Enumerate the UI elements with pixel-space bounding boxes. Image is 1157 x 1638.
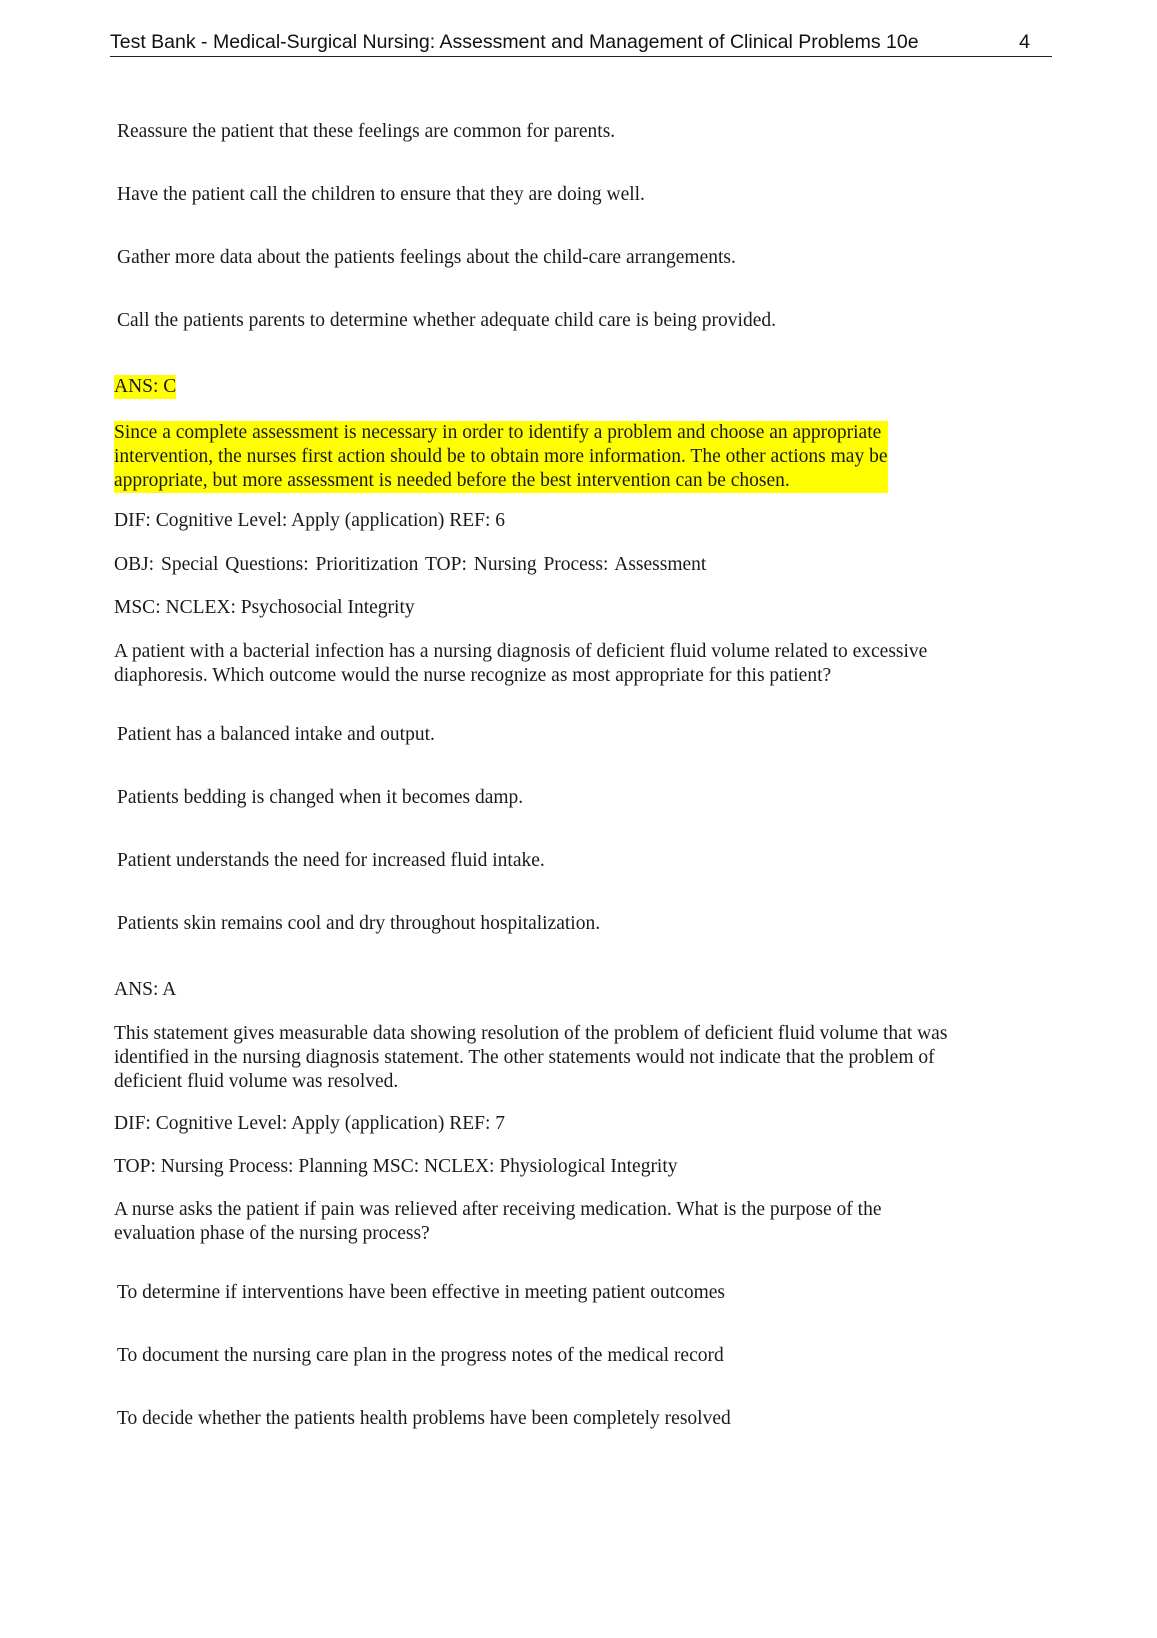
q2-dif: DIF: Cognitive Level: Apply (application) REF: 7: [114, 1113, 506, 1134]
q2-rationale-line: identified in the nursing diagnosis statement. The other statements would not indicate that the problem of: [114, 1047, 935, 1068]
q2-stem-line: diaphoresis. Which outcome would the nurse recognize as most appropriate for this patient?: [114, 665, 832, 686]
q1-rationale-line: appropriate, but more assessment is needed before the best intervention can be chosen.: [114, 469, 888, 493]
q3-option-b: To document the nursing care plan in the progress notes of the medical record: [117, 1345, 724, 1366]
q1-rationale: [114, 421, 888, 493]
q2-answer: ANS: A: [114, 979, 177, 1000]
q1-option-b: Have the patient call the children to ensure that they are doing well.: [117, 184, 645, 205]
q3-option-a: To determine if interventions have been effective in meeting patient outcomes: [117, 1282, 725, 1303]
page-number: 4: [1019, 31, 1030, 53]
q1-option-d: Call the patients parents to determine whether adequate child care is being provided.: [117, 310, 776, 331]
q1-option-c: Gather more data about the patients feelings about the child-care arrangements.: [117, 247, 736, 268]
q3-option-c: To decide whether the patients health problems have been completely resolved: [117, 1408, 731, 1429]
q2-option-c: Patient understands the need for increased fluid intake.: [117, 850, 545, 871]
header-title: Test Bank - Medical-Surgical Nursing: Assessment and Management of Clinical Problems 10e: [110, 31, 919, 53]
q3-stem-line: A nurse asks the patient if pain was relieved after receiving medication. What is the purpose of the: [114, 1199, 882, 1220]
q2-stem-line: A patient with a bacterial infection has a nursing diagnosis of deficient fluid volume related to excessive: [114, 641, 928, 662]
q1-dif: DIF: Cognitive Level: Apply (application) REF: 6: [114, 510, 506, 531]
q2-option-a: Patient has a balanced intake and output.: [117, 724, 435, 745]
q2-rationale: [114, 1022, 947, 1094]
q3-stem-line: evaluation phase of the nursing process?: [114, 1223, 430, 1244]
q1-answer-text: ANS: C: [114, 376, 177, 397]
q1-obj: OBJ: Special Questions: Prioritization TOP: Nursing Process: Assessment: [114, 554, 707, 575]
q3-stem: [114, 1198, 881, 1246]
q2-option-b: Patients bedding is changed when it becomes damp.: [117, 787, 524, 808]
q1-rationale-line: intervention, the nurses first action should be to obtain more information. The other actions may be: [114, 446, 888, 467]
q1-option-a: Reassure the patient that these feelings are common for parents.: [117, 121, 616, 142]
q1-msc: MSC: NCLEX: Psychosocial Integrity: [114, 597, 415, 618]
page-header: [110, 30, 1052, 57]
q1-rationale-line: Since a complete assessment is necessary in order to identify a problem and choose an appropriate: [114, 421, 888, 445]
q2-rationale-line: This statement gives measurable data showing resolution of the problem of deficient fluid volume that was: [114, 1023, 948, 1044]
q1-answer: [114, 375, 176, 399]
q2-option-d: Patients skin remains cool and dry throughout hospitalization.: [117, 913, 601, 934]
q2-top: TOP: Nursing Process: Planning MSC: NCLEX: Physiological Integrity: [114, 1156, 678, 1177]
q2-stem: [114, 640, 927, 688]
q2-rationale-line: deficient fluid volume was resolved.: [114, 1071, 399, 1092]
